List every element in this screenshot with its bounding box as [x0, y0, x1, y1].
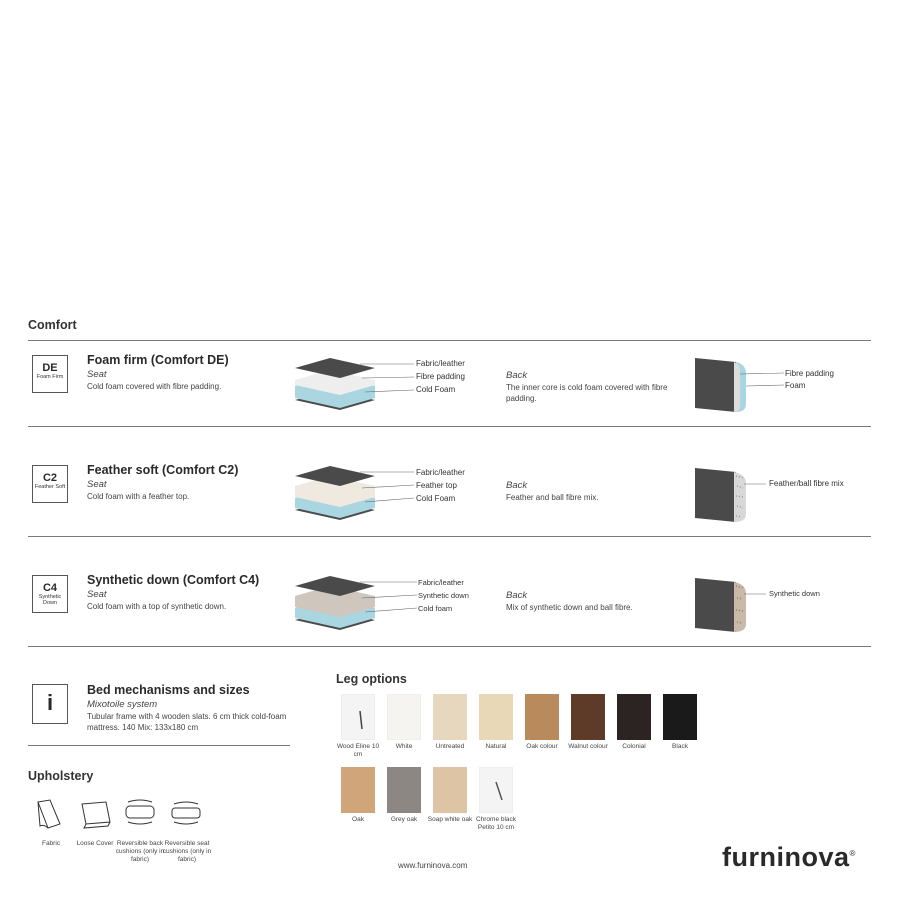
leg-label: White: [395, 743, 413, 750]
back-cushion-diagram: [690, 466, 790, 524]
leg-swatch[interactable]: [433, 694, 467, 740]
seat-desc: Cold foam with a top of synthetic down.: [87, 602, 227, 611]
back-desc: The inner core is cold foam covered with fibre padding.: [506, 383, 668, 403]
upholstery-label: Reversible seat cushions (only in fabric): [162, 840, 212, 863]
seat-label: Seat: [87, 479, 107, 490]
bed-title: Bed mechanisms and sizes: [87, 683, 250, 697]
upholstery-icons: [32, 798, 222, 834]
leg-label: Oak colour: [526, 743, 558, 750]
bed-subtitle: Mixotoile system: [87, 699, 158, 710]
comfort-badge: [32, 575, 68, 613]
brand-name: furninova: [722, 842, 850, 872]
leg-label: Soap white oak: [427, 816, 473, 823]
back-cushion-diagram: [690, 356, 790, 414]
seat-desc: Cold foam covered with fibre padding.: [87, 382, 222, 391]
divider: [28, 536, 871, 537]
badge-sub: Feather Soft: [34, 484, 66, 490]
back-desc: Feather and ball fibre mix.: [506, 493, 599, 502]
seat-layer-label: Cold foam: [418, 604, 453, 613]
leg-label: Black: [672, 743, 688, 750]
badge-sub: Synthetic Down: [38, 594, 62, 606]
back-layer-label: Feather/ball fibre mix: [769, 479, 844, 488]
leg-swatch[interactable]: [387, 694, 421, 740]
back-label: Back: [506, 370, 528, 381]
leg-label: Natural: [485, 743, 507, 750]
leg-swatch[interactable]: [479, 694, 513, 740]
badge-code: C2: [42, 472, 58, 484]
back-layer-label: Synthetic down: [769, 589, 820, 598]
back-label: Back: [506, 480, 528, 491]
back-desc: Mix of synthetic down and ball fibre.: [506, 603, 633, 612]
seat-layer-label: Cold Foam: [416, 385, 456, 394]
bed-desc: Tubular frame with 4 wooden slats. 6 cm thick cold-foam mattress. 140 Mix: 133x180 cm: [87, 712, 287, 732]
footer-url[interactable]: www.furninova.com: [398, 861, 468, 870]
badge-code: DE: [42, 362, 58, 374]
divider: [28, 426, 871, 427]
leg-swatch[interactable]: [617, 694, 651, 740]
leg-swatch[interactable]: [387, 767, 421, 813]
leg-swatch[interactable]: [479, 767, 513, 813]
registered-mark: ®: [849, 849, 856, 858]
seat-label: Seat: [87, 369, 107, 380]
info-icon: i: [46, 690, 54, 715]
leg-label: Colonial: [622, 743, 646, 750]
leg-label: Untreated: [435, 743, 465, 750]
comfort-row-c4: [0, 560, 900, 646]
leg-swatch[interactable]: [341, 694, 375, 740]
badge-sub: Foam Firm: [36, 374, 64, 380]
seat-layer-label: Fibre padding: [416, 372, 465, 381]
leg-label: Wood Eline 10 cm: [336, 743, 380, 758]
comfort-row-c2: [0, 450, 900, 536]
comfort-title: Foam firm (Comfort DE): [87, 353, 229, 367]
back-label: Back: [506, 590, 528, 601]
comfort-title: Synthetic down (Comfort C4): [87, 573, 260, 587]
leg-label: Grey oak: [390, 816, 418, 823]
leg-swatch[interactable]: [571, 694, 605, 740]
seat-layer-label: Fabric/leather: [416, 359, 465, 368]
leg-swatch[interactable]: [525, 694, 559, 740]
comfort-row-de: [0, 340, 900, 426]
leg-label: Oak: [352, 816, 364, 823]
seat-layer-label: Fabric/leather: [416, 468, 465, 477]
seat-desc: Cold foam with a feather top.: [87, 492, 190, 501]
leg-options-heading: Leg options: [336, 672, 407, 686]
back-layer-label: Foam: [785, 381, 806, 390]
upholstery-heading: Upholstery: [28, 769, 94, 783]
leg-label: Walnut colour: [568, 743, 608, 750]
upholstery-label: Loose Cover: [76, 840, 114, 847]
upholstery-label: Reversible back cushions (only in fabric): [115, 840, 165, 863]
loose-cover-icon: [82, 802, 110, 828]
divider: [28, 745, 290, 746]
reversible-back-cushion-icon: [126, 800, 154, 824]
back-layer-label: Fibre padding: [785, 369, 834, 378]
seat-label: Seat: [87, 589, 107, 600]
back-cushion-diagram: [690, 576, 790, 634]
divider: [28, 646, 871, 647]
seat-layer-label: Feather top: [416, 481, 457, 490]
seat-layer-label: Fabric/leather: [418, 578, 464, 587]
seat-layer-label: Cold Foam: [416, 494, 456, 503]
brand-logo: [722, 842, 856, 873]
fabric-layer: [295, 358, 375, 378]
comfort-title: Feather soft (Comfort C2): [87, 463, 239, 477]
comfort-heading: Comfort: [28, 318, 77, 332]
reversible-seat-cushion-icon: [172, 802, 200, 824]
badge-code: C4: [42, 582, 58, 594]
comfort-badge: [32, 465, 68, 503]
comfort-badge: [32, 355, 68, 393]
info-badge: [32, 684, 68, 724]
seat-layer-label: Synthetic down: [418, 591, 469, 600]
fabric-icon: [38, 800, 60, 828]
leg-swatch[interactable]: [433, 767, 467, 813]
leg-swatch[interactable]: [341, 767, 375, 813]
leg-label: Chrome black Petito 10 cm: [475, 816, 517, 831]
upholstery-label: Fabric: [41, 840, 61, 847]
leg-swatch[interactable]: [663, 694, 697, 740]
